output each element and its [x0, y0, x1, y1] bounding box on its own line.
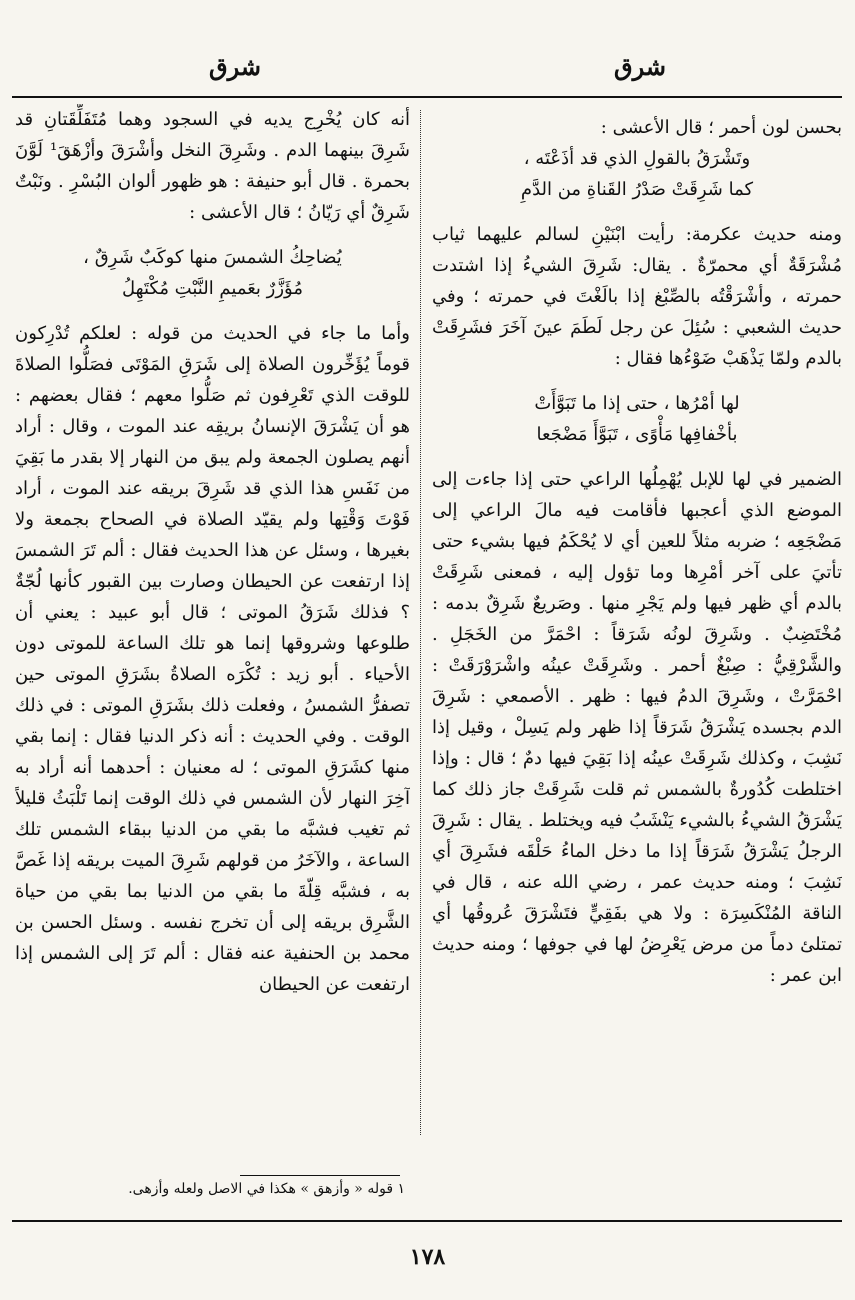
running-header-right: شرق	[614, 52, 666, 81]
right-column	[432, 112, 842, 1142]
page-number: ١٧٨	[409, 1244, 446, 1270]
header-rule	[12, 96, 842, 98]
left-col-paragraph-2: وأما ما جاء في الحديث من قوله : لعلكم تُدْرِكون قوماً يُؤَخِّرون الصلاة إلى شَرَقِ المَوْتَى فصَلُّوا الصلاةَ للوقت الذي تَعْرِفون ثم صَلُّوا معهم ؛ فقال بعضهم : هو أن يَشْرَقَ الإنسانُ بريقِه عند الموت ، وقال : أراد أنهم يصلون الجمعة ولم يبق من النهار إلا بقدر ما بَقِيَ من نَفَسِ هذا الذي قد شَرِقَ بريقه عند الموت ، أراد فَوْتَ وَقْتِها ولم يقيّد الصلاة في الصحاح بجمعة ولا بغيرها ، وسئل عن هذا الحديث فقال : ألم تَرَ الشمسَ إذا ارتفعت عن الحيطان وصارت بين القبور كأنها لُجّةٌ ؟ فذلك شَرَقُ الموتى ؛ قال أبو عبيد : يعني أن طلوعها وشروقها إنما هو تلك الساعة للموتى دون الأحياء . أبو زيد : تُكْرَه الصلاةُ بشَرَقِ الموتى حين تصفرُّ الشمسُ ، وفعلت ذلك بشَرَقِ الموتى : في ذلك الوقت . وفي الحديث : أنه ذكر الدنيا فقال : إنما بقي منها كشَرَقِ الموتى ؛ له معنيان : أحدهما أنه أراد به آخِرَ النهار لأن الشمس في ذلك الوقت إنما تَلْبَثُ قليلاً ثم تغيب فشبَّه ما بقي من الدنيا ببقاء الشمس تلك الساعة ، والآخَرُ من قولهم شَرِقَ الميت بريقه إذا غَصَّ به ، فشبَّه قِلّةَ ما بقي من الدنيا بما بقي من حياة الشَّرِق بريقه إلى أن تخرج نفسه . وسئل الحسن بن محمد بن الحنفية عنه فقال : ألم تَرَ إلى الشمس إذا ارتفعت عن الحيطان	[15, 323, 410, 995]
left-column	[15, 104, 410, 1169]
right-col-verse-2b: بأخْفافِها مَأْوًى ، تَبَوَّأَ مَضْجَعا	[536, 424, 738, 445]
footer-rule	[12, 1220, 842, 1222]
right-col-verse-1a: وتَشْرَقُ بالقولِ الذي قد أذَعْتَه ،	[523, 148, 751, 169]
right-col-verse-2a: لها أمْرُها ، حتى إذا ما تَبَوَّأَتْ	[534, 393, 740, 414]
left-col-verse-1b: مُؤَزَّرٌ بعَميمِ النَّبْتِ مُكْتَهِلُ	[122, 278, 303, 299]
right-col-paragraph-1: بحسن لون أحمر ؛ قال الأعشى :	[600, 117, 842, 138]
right-col-verse-1b: كما شَرِقَتْ صَدْرُ القَناةِ من الدَّمِ	[520, 179, 754, 200]
left-col-paragraph-1: أنه كان يُخْرِج يديه في السجود وهما مُتَفَلِّقَتانِ قد شَرِقَ بينهما الدم . وشَرِقَ النخل وأشْرَقَ وأزْهَقَ¹ لَوَّنَ بحمرة . قال أبو حنيفة : هو ظهور ألوان البُسْرِ . ونَبْتٌ شَرِقٌ أي رَيّانُ ؛ قال الأعشى :	[15, 109, 410, 223]
right-col-paragraph-3: الضمير في لها للإبل يُهْمِلُها الراعي حتى إذا جاءت إلى الموضع الذي أعجبها فأقامت فيه مالَ الراعي إلى مَضْجَعِه ؛ ضربه مثلاً للعين أي لا يُحْكَمُ فيها بشيء حتى تأتيَ على آخر أمْرِها وما تؤول إليه ، فمعنى شَرِقَتْ بالدم أي ظهر فيها ولم يَجْرِ منها . وصَريعٌ شَرِقٌ بدمه : مُخْتَضِبٌ . وشَرِقَ لونُه شَرَقاً : احْمَرَّ من الخَجَلِ . والشَّرْقِيُّ : صِبْغٌ أحمر . وشَرِقَتْ عينُه واشْرَوْرَقَتْ : احْمَرَّتْ ، وشَرِقَ الدمُ فيها : ظهر . الأصمعي : شَرِقَ الدم بجسده يَشْرَقُ شَرَقاً إذا ظهر ولم يَسِلْ ، وقيل إذا نَشِبَ ، وكذلك شَرِقَتْ عينُه إذا بَقِيَ فيها دمٌ ؛ قال : وإذا اختلطت كُدُورةٌ بالشمس ثم قلت شَرِقَتْ جاز ذلك كما يَشْرَقُ الشيءُ بالشيء يَنْشَبُ فيه ويختلط . يقال : شَرِقَ الرجلُ يَشْرَقُ شَرَقاً إذا ما دخل الماءُ حَلْقَه فشَرِقَ أي نَشِبَ ؛ ومنه حديث عمر ، رضي الله عنه ، قال في الناقة المُنْكَسِرَة : ولا هي بفَقِيٍّ فتَشْرَقَ عُروقُها أي تمتلئ دماً من مرض يَعْرِضُ لها في جوفها ؛ ومنه حديث ابن عمر :	[432, 469, 842, 986]
footnote-rule	[240, 1175, 400, 1176]
left-col-verse-1a: يُضاحِكُ الشمسَ منها كوكَبٌ شَرِقٌ ،	[83, 247, 342, 268]
footnote: ١ قوله « وأزهق » هكذا في الاصل ولعله وأزهى.	[128, 1181, 405, 1197]
running-header-left: شرق	[209, 52, 261, 81]
column-divider	[420, 110, 421, 1135]
right-col-paragraph-2: ومنه حديث عكرمة: رأيت ابْنَيْنِ لسالم عليهما ثياب مُشْرَقَةٌ أي محمرّةٌ . يقال: شَرِقَ الشيءُ إذا اشتدت حمرته ، وأشْرَقْتُه بالصِّبْغ إذا بالَغْتَ في حمرته ؛ وفي حديث الشعبي : سُئِلَ عن رجل لَطَمَ عينَ آخَرَ فشَرِقَتْ بالدم ولمّا يَذْهَبْ ضَوْءُها فقال :	[432, 224, 842, 369]
